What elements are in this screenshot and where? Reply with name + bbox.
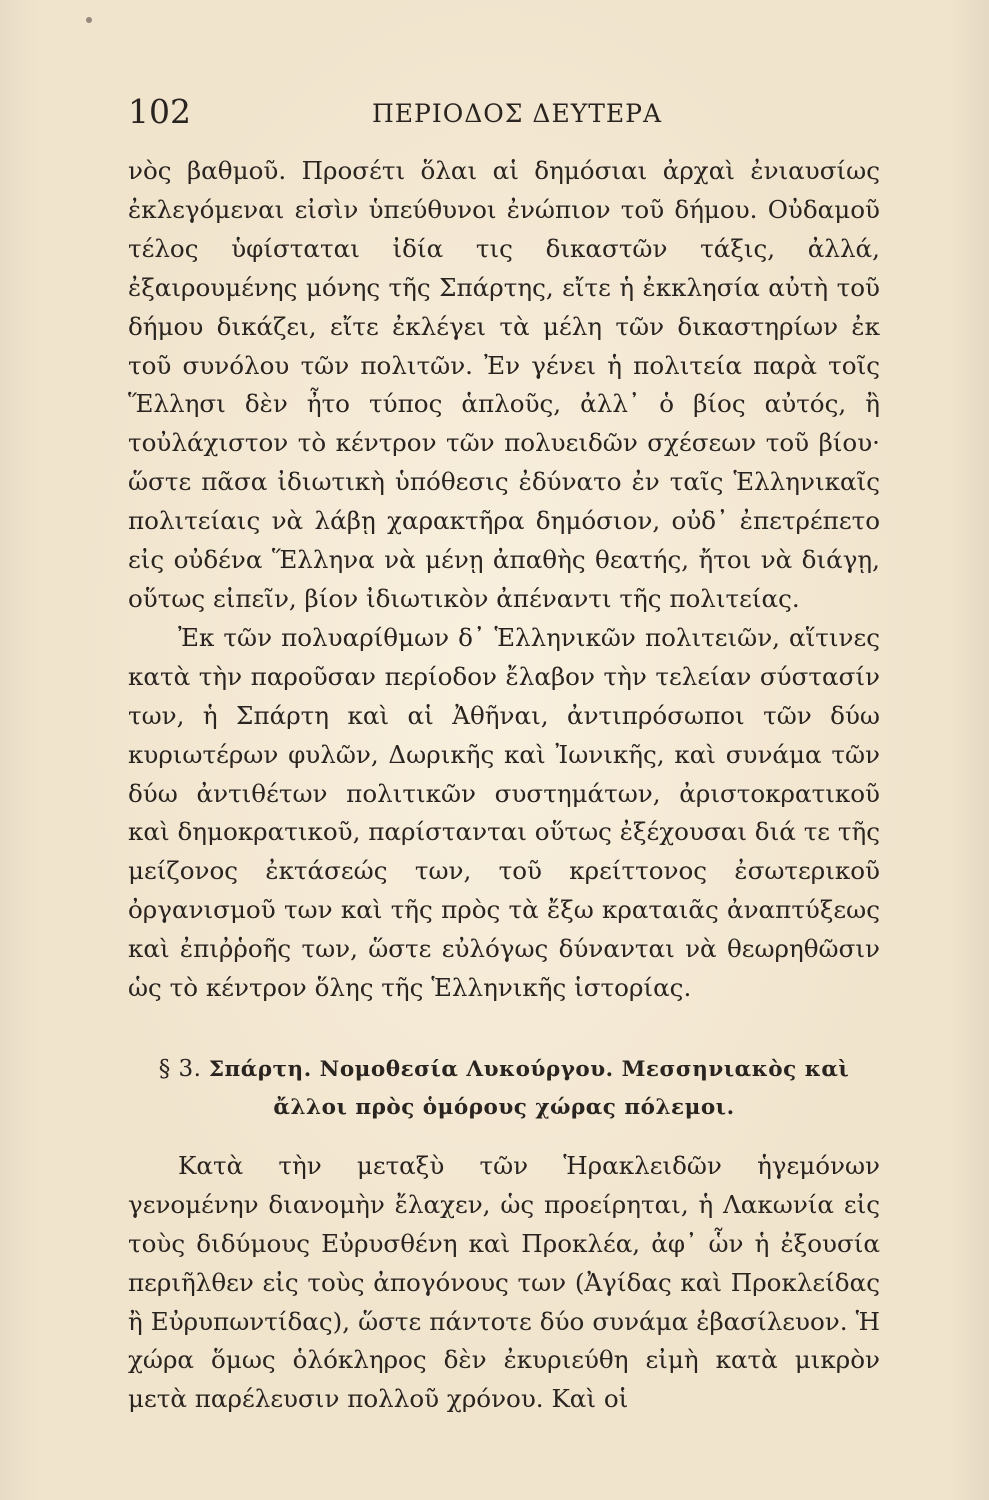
paragraph-politics: Ἐκ τῶν πολυαρίθμων δ᾽ Ἑλληνικῶν πολιτειῶν, αἵτινες κατὰ τὴν παροῦσαν περίοδον ἔλαβον τὴν τελείαν σύστασίν των, ἡ Σπάρτη καὶ αἱ Ἀθῆναι, ἀντιπρόσωποι τῶν δύω κυριωτέρων φυλῶν, Δωρικῆς καὶ Ἰωνικῆς, καὶ συνάμα τῶν δύω ἀντιθέτων πολιτικῶν συστημάτων, ἀριστοκρατικοῦ καὶ δημοκρατικοῦ, παρίστανται οὕτως ἐξέχουσαι διά τε τῆς μείζονος ἐκτάσεώς των, τοῦ κρείττονος ἐσωτερικοῦ ὀργανισμοῦ των καὶ τῆς πρὸς τὰ ἔξω κραταιᾶς ἀναπτύξεως καὶ ἐπιῤῥοῆς των, ὥστε εὐλόγως δύνανται νὰ θεωρηθῶσιν ὡς τὸ κέντρον ὅλης τῆς Ἑλληνικῆς ἱστορίας. (128, 622, 880, 1003)
section-heading (128, 1050, 880, 1127)
section-number: § 3. (158, 1055, 202, 1082)
paragraph-continued: νὸς βαθμοῦ. Προσέτι ὅλαι αἱ δημόσιαι ἀρχαὶ ἐνιαυσίως ἐκλεγόμεναι εἰσὶν ὑπεύθυνοι ἐνώπιον τοῦ δήμου. Οὐδαμοῦ τέλος ὑφίσταται ἰδία τις δικαστῶν τάξις, ἀλλά, ἐξαιρουμένης μόνης τῆς Σπάρτης, εἴτε ἡ ἐκκλησία αὐτὴ τοῦ δήμου δικάζει, εἴτε ἐκλέγει τὰ μέλη τῶν δικαστηρίων ἐκ τοῦ συνόλου τῶν πολιτῶν. Ἐν γένει ἡ πολιτεία παρὰ τοῖς Ἕλλησι δὲν ἦτο τύπος ἁπλοῦς, ἀλλ᾽ ὁ βίος αὐτός, ἢ τοὐλάχιστον τὸ κέντρον τῶν πολυειδῶν σχέσεων τοῦ βίου· ὥστε πᾶσα ἰδιωτικὴ ὑπόθεσις ἐδύνατο ἐν ταῖς Ἑλληνικαῖς πολιτείαις νὰ λάβῃ χαρακτῆρα δημόσιον, οὐδ᾽ ἐπετρέπετο εἰς οὐδένα Ἕλληνα νὰ μένῃ ἀπαθὴς θεατής, ἤτοι νὰ διάγῃ, οὕτως εἰπεῖν, βίον ἰδιωτικὸν ἀπέναντι τῆς πολιτείας. (128, 156, 880, 613)
page-number: 102 (128, 92, 191, 131)
body-text (128, 152, 880, 1419)
section-title-line-1: Σπάρτη. Νομοθεσία Λυκούργου. Μεσσηνιακὸς καὶ (208, 1056, 850, 1082)
page-header (128, 92, 888, 132)
ink-speck (86, 17, 92, 23)
paragraph-section-3: Κατὰ τὴν μεταξὺ τῶν Ἡρακλειδῶν ἡγεμόνων γενομένην διανομὴν ἔλαχεν, ὡς προείρηται, ἡ Λακωνία εἰς τοὺς διδύμους Εὐρυσθένη καὶ Προκλέα, ἀφ᾽ ὧν ἡ ἐξουσία περιῆλθεν εἰς τοὺς ἀπογόνους των (Ἀγίδας καὶ Προκλείδας ἢ Εὐρυπωντίδας), ὥστε πάντοτε δύο συνάμα ἐβασίλευον. Ἡ χώρα ὅμως ὁλόκληρος δὲν ἐκυριεύθη εἰμὴ κατὰ μικρὸν μετὰ παρέλευσιν πολλοῦ χρόνου. Καὶ οἱ (128, 1150, 880, 1414)
section-title-line-2: ἄλλοι πρὸς ὁμόρους χώρας πόλεμοι. (273, 1094, 735, 1120)
running-head: ΠΕΡΙΟΔΟΣ ΔΕΥΤΕΡΑ (372, 99, 663, 128)
